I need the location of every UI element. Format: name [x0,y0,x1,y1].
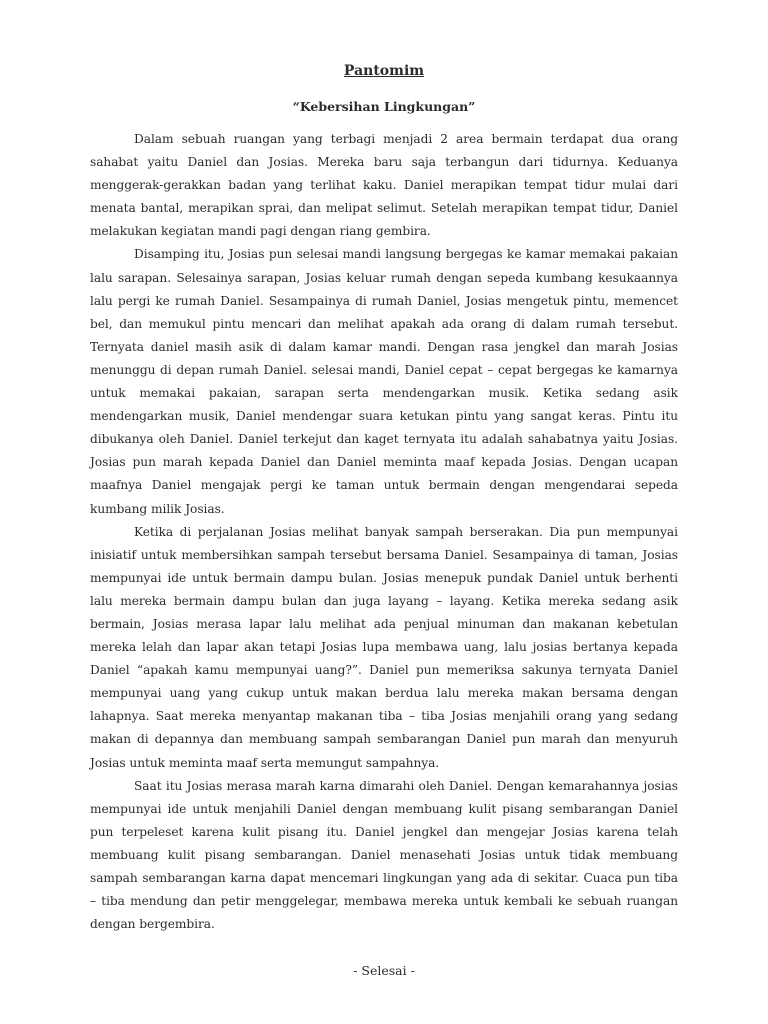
paragraph-2: Disamping itu, Josias pun selesai mandi langsung bergegas ke kamar memakai pakaian lalu sarapan. Selesainya sarapan, Josias keluar rumah dengan sepeda kumbang kesukaannya lalu pergi ke rumah Daniel. Sesampainya di rumah Daniel, Josias mengetuk pintu, memencet bel, dan memukul pintu mencari dan melihat apakah ada orang di dalam rumah tersebut. Ternyata daniel masih asik di dalam kamar mandi. Dengan rasa jengkel dan marah Josias menunggu di depan rumah Daniel. selesai mandi, Daniel cepat – cepat bergegas ke kamarnya untuk memakai pakaian, sarapan serta mendengarkan musik. Ketika sedang asik mendengarkan musik, Daniel mendengar suara ketukan pintu yang sangat keras. Pintu itu dibukanya oleh Daniel. Daniel terkejut dan kaget ternyata itu adalah sahabatnya yaitu Josias. Josias pun marah kepada Daniel dan Daniel meminta maaf kepada Josias. Dengan ucapan maafnya Daniel mengajak pergi ke taman untuk bermain dengan mengendarai sepeda kumbang milik Josias. [90,247,678,516]
paragraph-1: Dalam sebuah ruangan yang terbagi menjadi 2 area bermain terdapat dua orang sahabat yaitu Daniel dan Josias. Mereka baru saja terbangun dari tidurnya. Keduanya menggerak-gerakkan badan yang terlihat kaku. Daniel merapikan tempat tidur mulai dari menata bantal, merapikan sprai, dan melipat selimut. Setelah merapikan tempat tidur, Daniel melakukan kegiatan mandi pagi dengan riang gembira. [90,132,678,239]
document-title: Pantomim [343,63,425,79]
document-subtitle: “Kebersihan Lingkungan” [292,99,476,114]
paragraph-3: Ketika di perjalanan Josias melihat banyak sampah berserakan. Dia pun mempunyai inisiatif untuk membersihkan sampah tersebut bersama Daniel. Sesampainya di taman, Josias mempunyai ide untuk bermain dampu bulan. Josias menepuk pundak Daniel untuk berhenti lalu mereka bermain dampu bulan dan juga layang – layang. Ketika mereka sedang asik bermain, Josias merasa lapar lalu melihat ada penjual minuman dan makanan kebetulan mereka lelah dan lapar akan tetapi Josias lupa membawa uang, lalu josias bertanya kepada Daniel “apakah kamu mempunyai uang?”. Daniel pun memeriksa sakunya ternyata Daniel mempunyai uang yang cukup untuk makan berdua lalu mereka makan bersama dengan lahapnya. Saat mereka menyantap makanan tiba – tiba Josias menjahili orang yang sedang makan di depannya dan membuang sampah sembarangan Daniel pun marah dan menyuruh Josias untuk meminta maaf serta memungut sampahnya. [90,524,678,770]
paragraph-4: Saat itu Josias merasa marah karna dimarahi oleh Daniel. Dengan kemarahannya josias mempunyai ide untuk menjahili Daniel dengan membuang kulit pisang sembarangan Daniel pun terpeleset karena kulit pisang itu. Daniel jengkel dan mengejar Josias karena telah membuang kulit pisang sembarangan. Daniel menasehati Josias untuk tidak membuang sampah sembarangan karna dapat mencemari lingkungan yang ada di sekitar. Cuaca pun tiba – tiba mendung dan petir menggelegar, membawa mereka untuk kembali ke sebuah ruangan dengan bergembira. [90,778,678,932]
ending-text: - Selesai - [353,963,415,979]
document-page [90,60,678,982]
